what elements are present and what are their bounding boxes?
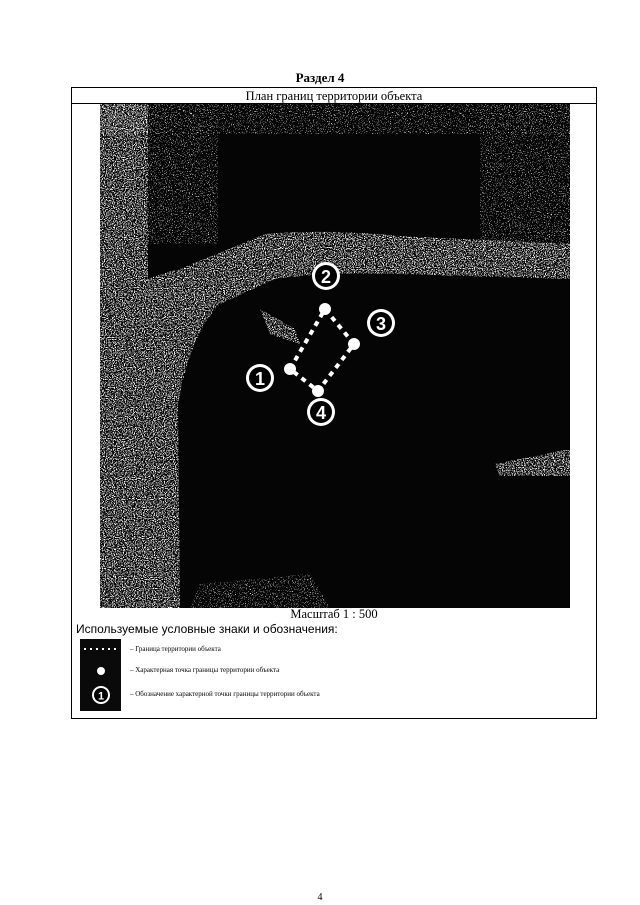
plan-title: План границ территории объекта xyxy=(72,88,596,104)
numbered-circle-icon xyxy=(92,686,110,704)
boundary-point-4 xyxy=(312,385,324,397)
point-marker-2 xyxy=(312,262,340,290)
point-marker-3-label: 3 xyxy=(375,314,387,334)
point-marker-1-label: 1 xyxy=(254,369,266,389)
boundary-point-2 xyxy=(319,303,331,315)
map-canvas xyxy=(100,104,570,608)
white-dot-icon xyxy=(97,667,105,675)
point-marker-4-label: 4 xyxy=(315,403,327,423)
territory-boundary xyxy=(290,309,354,391)
legend-symbols xyxy=(80,639,121,711)
legend-item-point-label: – Обозначение характерной точки границы территории объекта xyxy=(130,690,320,698)
numbered-circle-icon-label: 1 xyxy=(97,690,105,703)
page-number: 4 xyxy=(317,892,323,903)
point-marker-1 xyxy=(246,364,274,392)
plan-frame xyxy=(71,87,597,719)
aerial-map xyxy=(100,104,570,608)
point-marker-2-label: 2 xyxy=(320,267,332,287)
point-marker-4 xyxy=(307,398,335,426)
legend-item-boundary: – Граница территории объекта xyxy=(130,645,221,653)
legend-title: Используемые условные знаки и обозначения: xyxy=(76,622,338,636)
boundary-point-3 xyxy=(348,338,360,350)
boundary-point-1 xyxy=(284,363,296,375)
point-marker-3 xyxy=(367,309,395,337)
map-scale: Масштаб 1 : 500 xyxy=(290,607,378,621)
road-texture xyxy=(100,104,570,608)
legend-item-point: – Характерная точка границы территории объекта xyxy=(130,666,280,674)
section-title: Раздел 4 xyxy=(295,70,345,85)
